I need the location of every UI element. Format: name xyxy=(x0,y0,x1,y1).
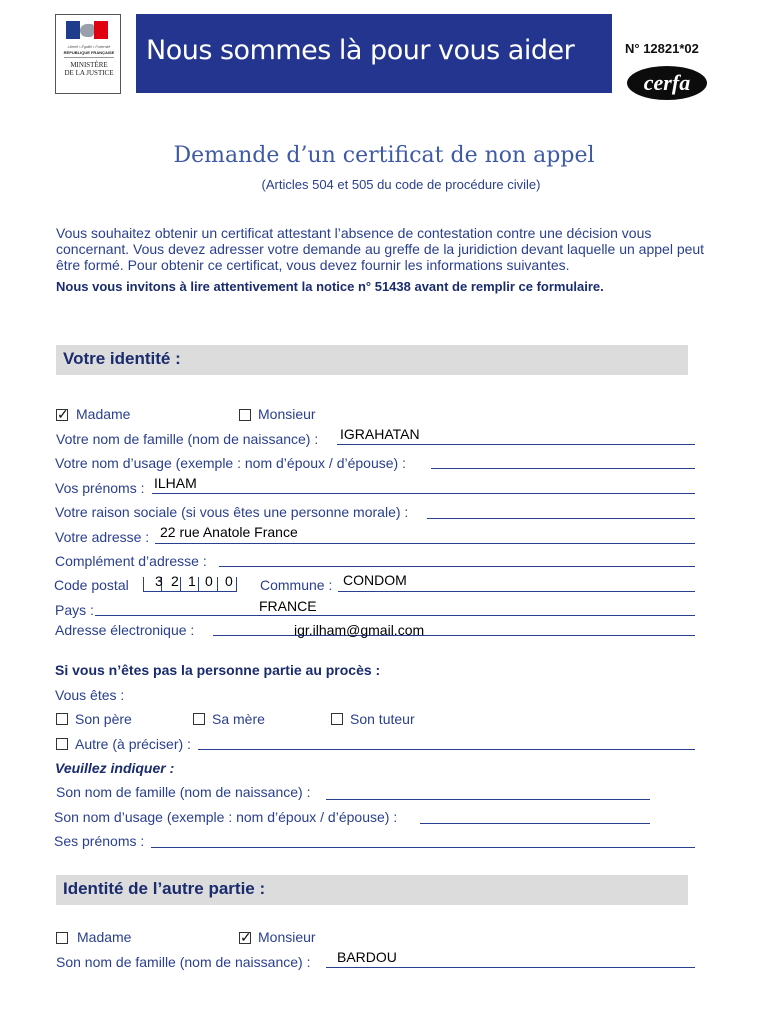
nom-usage-label: Votre nom d’usage (exemple : nom d’époux / d’épouse) : xyxy=(55,455,406,471)
autre-checkbox[interactable] xyxy=(56,738,68,750)
code-postal-digit: 1 xyxy=(188,573,196,589)
autre-label: Autre (à préciser) : xyxy=(75,736,191,752)
email-field[interactable] xyxy=(213,635,695,636)
other-madame-label: Madame xyxy=(77,929,132,945)
code-postal-label: Code postal xyxy=(54,577,129,593)
banner-text: Nous sommes là pour vous aider xyxy=(146,35,575,66)
veuillez-indiquer: Veuillez indiquer : xyxy=(55,760,175,776)
son-nom-famille-label: Son nom de famille (nom de naissance) : xyxy=(56,784,311,800)
cerfa-logo: cerfa xyxy=(627,66,707,100)
section-header-identity: Votre identité : xyxy=(56,345,688,375)
son-tuteur-label: Son tuteur xyxy=(350,711,415,727)
son-nom-famille-field[interactable] xyxy=(326,799,650,800)
nom-usage-field[interactable] xyxy=(431,468,695,469)
code-postal-digit: 2 xyxy=(171,573,179,589)
prenoms-value: ILHAM xyxy=(154,475,197,491)
intro-paragraph: Vous souhaitez obtenir un certificat attestant l’absence de contestation contre une décision vous concernant. Vous devez adresser votre demande au greffe de la juridiction devant laquelle un appel peut être formé. Pour obtenir ce certificat, vous devez fournir les informations suivantes. xyxy=(56,225,705,273)
other-monsieur-checkbox[interactable] xyxy=(239,932,251,944)
code-postal-digit: 3 xyxy=(155,573,163,589)
complement-label: Complément d’adresse : xyxy=(55,553,207,569)
sa-mere-label: Sa mère xyxy=(212,711,265,727)
son-tuteur-checkbox[interactable] xyxy=(331,713,343,725)
commune-value: CONDOM xyxy=(343,572,407,588)
other-nom-famille-field[interactable] xyxy=(326,967,695,968)
code-postal-digit: 0 xyxy=(205,573,213,589)
adresse-label: Votre adresse : xyxy=(55,529,150,545)
commune-field[interactable] xyxy=(338,591,695,592)
son-pere-label: Son père xyxy=(75,711,132,727)
raison-sociale-field[interactable] xyxy=(427,518,695,519)
ministry-logo xyxy=(55,14,121,94)
cerfa-number: N° 12821*02 xyxy=(625,41,699,56)
marianne-emblem-icon xyxy=(66,21,110,45)
logo-divider xyxy=(64,57,114,58)
email-value: igr.ilham@gmail.com xyxy=(294,622,425,638)
nom-famille-value: IGRAHATAN xyxy=(340,426,420,442)
son-pere-checkbox[interactable] xyxy=(56,713,68,725)
ses-prenoms-label: Ses prénoms : xyxy=(54,833,145,849)
other-madame-checkbox[interactable] xyxy=(56,932,68,944)
other-monsieur-label: Monsieur xyxy=(258,929,316,945)
page-title: Demande d’un certificat de non appel xyxy=(173,143,595,168)
republic-name: RÉPUBLIQUE FRANÇAISE xyxy=(63,50,115,55)
ministry-name: MINISTÈRE DE LA JUSTICE xyxy=(64,61,114,77)
notice-text: Nous vous invitons à lire attentivement la notice n° 51438 avant de remplir ce formulaire. xyxy=(56,279,604,294)
republic-motto: Liberté • Égalité • Fraternité xyxy=(67,45,111,49)
other-nom-famille-value: BARDOU xyxy=(337,949,397,965)
madame-checkbox[interactable] xyxy=(56,409,68,421)
commune-label: Commune : xyxy=(260,577,333,593)
code-postal-digit: 0 xyxy=(225,573,233,589)
section-header-other-party: Identité de l’autre partie : xyxy=(56,875,688,905)
complement-field[interactable] xyxy=(219,566,695,567)
pays-label: Pays : xyxy=(55,602,94,618)
nom-famille-field[interactable] xyxy=(337,444,695,445)
pays-field[interactable] xyxy=(95,615,695,616)
other-nom-famille-label: Son nom de famille (nom de naissance) : xyxy=(56,954,311,970)
page-subtitle: (Articles 504 et 505 du code de procédure civile) xyxy=(261,177,541,192)
nom-famille-label: Votre nom de famille (nom de naissance) : xyxy=(56,431,319,447)
son-nom-usage-label: Son nom d’usage (exemple : nom d’époux / d’épouse) : xyxy=(54,809,398,825)
son-nom-usage-field[interactable] xyxy=(420,823,650,824)
code-postal-field[interactable] xyxy=(143,575,239,592)
non-party-heading: Si vous n’êtes pas la personne partie au procès : xyxy=(55,662,381,678)
autre-field[interactable] xyxy=(198,749,695,750)
prenoms-label: Vos prénoms : xyxy=(55,480,145,496)
sa-mere-checkbox[interactable] xyxy=(193,713,205,725)
email-label: Adresse électronique : xyxy=(55,622,195,638)
monsieur-checkbox[interactable] xyxy=(239,409,251,421)
ses-prenoms-field[interactable] xyxy=(151,847,695,848)
prenoms-field[interactable] xyxy=(152,493,695,494)
raison-sociale-label: Votre raison sociale (si vous êtes une personne morale) : xyxy=(55,504,409,520)
header-banner xyxy=(136,14,612,93)
pays-value: FRANCE xyxy=(259,598,317,614)
adresse-value: 22 rue Anatole France xyxy=(160,524,298,540)
monsieur-label: Monsieur xyxy=(258,406,316,422)
vous-etes-label: Vous êtes : xyxy=(55,687,125,703)
adresse-field[interactable] xyxy=(155,543,695,544)
madame-label: Madame xyxy=(76,406,131,422)
